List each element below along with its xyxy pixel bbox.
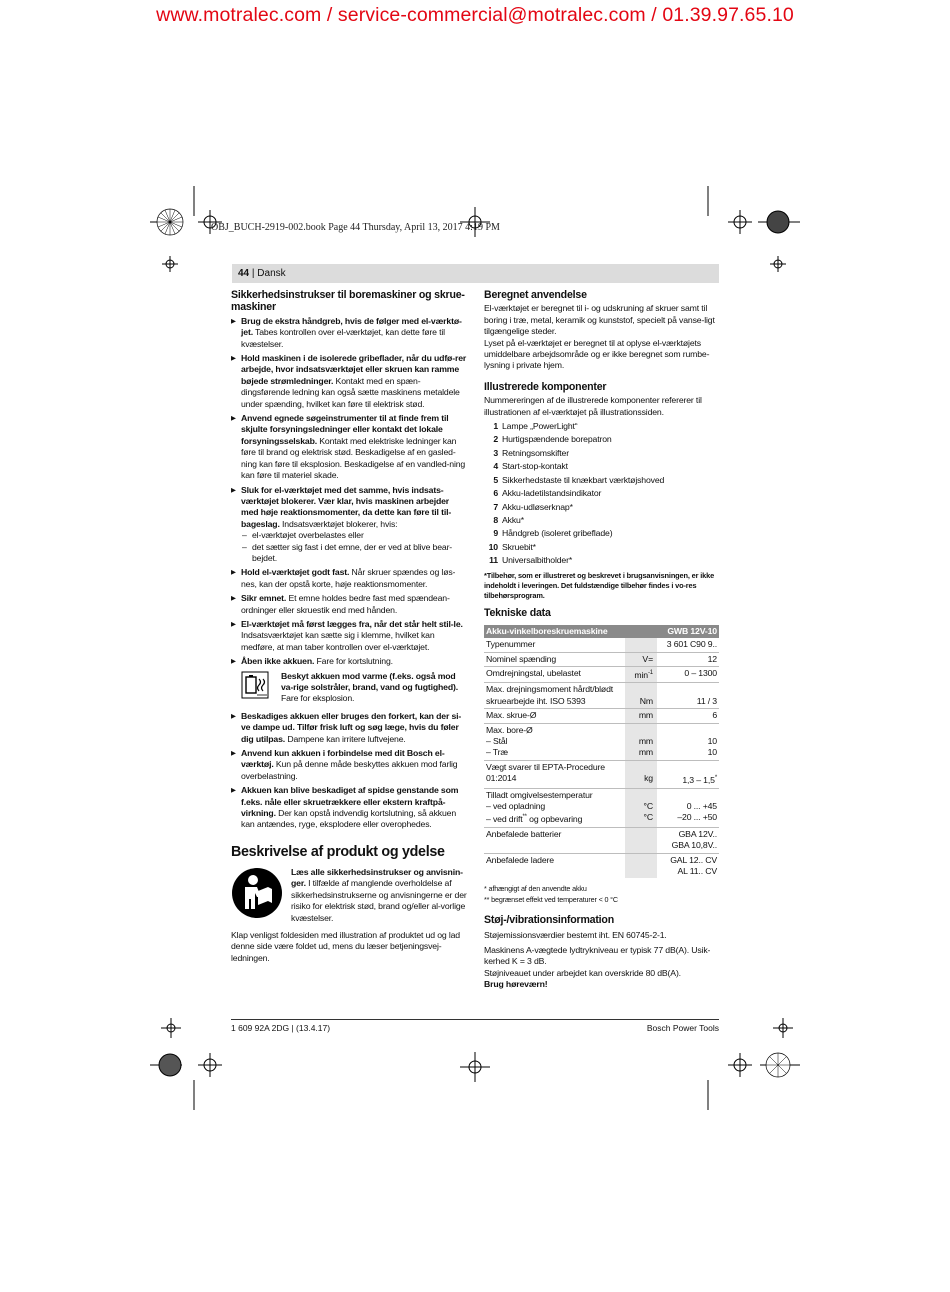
footnote: * afhængigt af den anvendte akku xyxy=(484,884,587,894)
noise-line: Støjniveauet under arbejdet kan overskride 80 dB(A). xyxy=(484,967,681,978)
noise-line: Støjemissionsværdier bestemt iht. EN 60745-2-1. xyxy=(484,930,667,941)
safety-item: ▶ Anvend kun akkuen i forbindelse med dit Bosch el-værktøj. Kun på denne måde beskyttes akkuen mod farlig overbelastning. xyxy=(231,748,467,782)
list-item: 4 Start-stop-kontakt xyxy=(493,461,568,472)
list-item: 10 Skruebit* xyxy=(488,541,536,552)
list-item: 1 Lampe „PowerLight“ xyxy=(493,421,578,432)
heat-warning-icon xyxy=(241,671,269,699)
list-item: 7 Akku-udløserknap* xyxy=(493,501,573,512)
registration-mark-icon xyxy=(158,1015,184,1041)
page-number: 44 xyxy=(238,268,250,279)
list-item: 2 Hurtigspændende borepatron xyxy=(493,434,612,445)
safety-item: ▶ Hold el-værktøjet godt fast. Når skruer spændes og løs-nes, kan der opstå korte, høje reaktionsmomenter. xyxy=(231,567,467,590)
read-manual-icon xyxy=(231,867,283,919)
safety-item: ▶ Hold maskinen i de isolerede gribeflader, når du udfø-rer arbejde, hvor indsatsværktøjet eller skruen kan ramme bøjede strømledninger. Kontakt med en spæn-dingsførende ledning kan også sætte maskinens metaldele under spænding, hvilket kan føre til elektrisk stød. xyxy=(231,353,467,410)
table-row: Nominel spænding V= 12 xyxy=(484,652,719,666)
list-item: 5 Sikkerhedstaste til knækbart værktøjshoved xyxy=(493,474,665,485)
table-row: Typenummer 3 601 C90 9.. xyxy=(484,638,719,652)
table-row: Max. drejningsmoment hårdt/blødt skruearbejde iht. ISO 5393 Nm 11 / 3 xyxy=(484,683,719,709)
table-row: Anbefalede ladere GAL 12.. CV AL 11.. CV xyxy=(484,853,719,878)
safety-item: ▶ Sikr emnet. Et emne holdes bedre fast med spændean-ordninger eller skruestik end med hånden. xyxy=(231,593,467,616)
intended-use-heading: Beregnet anvendelse xyxy=(484,289,587,301)
list-item: 9 Håndgreb (isoleret gribeflade) xyxy=(493,528,613,539)
read-instructions-note: Læs alle sikkerhedsinstrukser og anvisnin-ger. I tilfælde af manglende overholdelse af sikkerhedsinstrukserne og anvisningerne er der risiko for elektrisk stød, brand og/eller al-vorlige kvæstelser. xyxy=(231,867,467,924)
footer-brand: Bosch Power Tools xyxy=(646,1023,719,1033)
product-heading: Beskrivelse af produkt og ydelse xyxy=(231,843,445,860)
noise-line: Maskinens A-vægtede lydtrykniveau er typisk 77 dB(A). Usik-kerhed K = 3 dB. xyxy=(484,944,711,967)
fold-note: Klap venligst foldesiden med illustration af produktet ud og lad denne side være foldet ud, mens du læser betjeningsvej-ledningen. xyxy=(231,929,460,963)
contact-banner: www.motralec.com / service-commercial@motralec.com / 01.39.97.65.10 xyxy=(156,4,794,26)
accessory-note: *Tilbehør, som er illustreret og beskrevet i brugsanvisningen, er ikke indeholdt i leveringen. Det fuldstændige tilbehør findes i vo-res tilbehørsprogram. xyxy=(484,570,715,600)
table-row: Tilladt omgivelsestemperatur – ved opladning – ved drift** og opbevaring °C °C 0 ... +45 –20 ... +50 xyxy=(484,788,719,827)
list-item: 11 Universalbitholder* xyxy=(489,555,573,566)
intended-use-text: El-værktøjet er beregnet til i- og udskruning af skruer samt til boring i træ, metal, keramik og kunststof, specielt på vanse-ligt tilgængelige steder. xyxy=(484,303,715,337)
safety-heading: Sikkerhedsinstrukser til boremaskiner og skrue-maskiner xyxy=(231,289,465,314)
file-info: OBJ_BUCH-2919-002.book Page 44 Thursday, April 13, 2017 4:19 PM xyxy=(211,222,500,233)
table-row: Anbefalede batterier GBA 12V.. GBA 10,8V.. xyxy=(484,827,719,853)
ear-protection: Brug høreværn! xyxy=(484,978,548,989)
table-header-row: Akku-vinkelboreskruemaskine GWB 12V-10 xyxy=(484,625,719,638)
noise-heading: Støj-/vibrationsinformation xyxy=(484,913,614,926)
table-row: Omdrejningstal, ubelastet $\min^{-1}$ 0 – 1300 xyxy=(484,667,719,683)
components-heading: Illustrerede komponenter xyxy=(484,380,607,393)
registration-mark-icon xyxy=(458,1050,492,1084)
footnote: ** begrænset effekt ved temperaturer < 0 °C xyxy=(484,895,618,905)
tech-data-table xyxy=(484,625,719,878)
list-item: 8 Akku* xyxy=(493,514,524,525)
table-row: Max. skrue-Ø mm 6 xyxy=(484,709,719,723)
header-separator: | xyxy=(249,268,258,279)
registration-mark-icon xyxy=(150,1040,240,1110)
right-column xyxy=(484,289,720,990)
registration-mark-icon xyxy=(700,186,800,276)
safety-item: ▶ Sluk for el-værktøjet med det samme, hvis indsats-værktøjet blokerer. Vær klar, hvis maskinen arbejder med høje reaktionsmomenter, da dette kan føre til til-bageslag. Indsatsværktøjet blokerer, hvis: xyxy=(231,485,467,531)
safety-item: ▶ Åben ikke akkuen. Fare for kortslutning. xyxy=(231,656,467,667)
footer-doc-number: 1 609 92A 2DG | (13.4.17) xyxy=(231,1023,331,1033)
list-item: 3 Retningsomskifter xyxy=(493,447,569,458)
page-header xyxy=(232,264,719,283)
tech-data-heading: Tekniske data xyxy=(484,606,551,619)
left-column xyxy=(231,289,467,967)
page-language: Dansk xyxy=(257,268,286,279)
safety-item: ▶ Brug de ekstra håndgreb, hvis de følger med el-værktø-jet. Tabes kontrollen over el-værktøjet, kan dette føre til kvæstelser. xyxy=(231,316,467,350)
table-row: Vægt svarer til EPTA-Procedure 01:2014 kg 1,3 – 1,5* xyxy=(484,760,719,788)
heat-warning: Beskyt akkuen mod varme (f.eks. også mod va-rige solstråler, brand, vand og fugtighed). Fare for eksplosion. xyxy=(241,671,467,705)
safety-item: ▶ Anvend egnede søgeinstrumenter til at finde frem til skjulte forsyningsledninger eller kontakt det lokale forsyningsselskab. Kontakt med elektriske ledninger kan føre til brand og elektrisk stød. Beskadigelse af en gasled-ning kan føre til eksplosion. Beskadigelse af en vandled-ning kan føre til materiel skade. xyxy=(231,413,467,481)
dash-item: – el-værktøjet overbelastes eller xyxy=(231,530,467,541)
safety-item: ▶ El-værktøjet må først lægges fra, når det står helt stil-le. Indsatsværktøjet kan sætte sig i klemme, hvilket kan medføre, at man taber kontrollen over el-værktøjet. xyxy=(231,619,467,653)
components-list xyxy=(484,421,720,566)
safety-item: ▶ Akkuen kan blive beskadiget af spidse genstande som f.eks. nåle eller skruetrækkere eller ekstern kraftpå-virkning. Der kan opstå indvendig kortslutning, så akkuen kan antændes, ryge, eksplodere eller overophedes. xyxy=(231,785,467,831)
registration-mark-icon xyxy=(700,1040,800,1110)
components-intro: Nummereringen af de illustrerede komponenter refererer til illustrationen af el-værktøjet på illustrationssiden. xyxy=(484,395,702,417)
dash-item: – det sætter sig fast i det emne, der er ved at blive bear-bejdet. xyxy=(231,542,467,565)
safety-item: ▶ Beskadiges akkuen eller bruges den forkert, kan der si-ve dampe ud. Tilfør frisk luft og søg læge, hvis du føler dig utilpas. Dampene kan irritere luftvejene. xyxy=(231,711,467,745)
footer-divider xyxy=(231,1019,719,1020)
list-item: 6 Akku-ladetilstandsindikator xyxy=(493,488,602,499)
table-row: Max. bore-Ø – Stål – Træ mm mm 10 10 xyxy=(484,723,719,760)
intended-use-text-2: Lyset på el-værktøjet er beregnet til at oplyse el-værktøjets umiddelbare arbejdsområde og er ikke beregnet som rumbe-lysning i private hjem. xyxy=(484,337,710,371)
registration-mark-icon xyxy=(770,1015,796,1041)
